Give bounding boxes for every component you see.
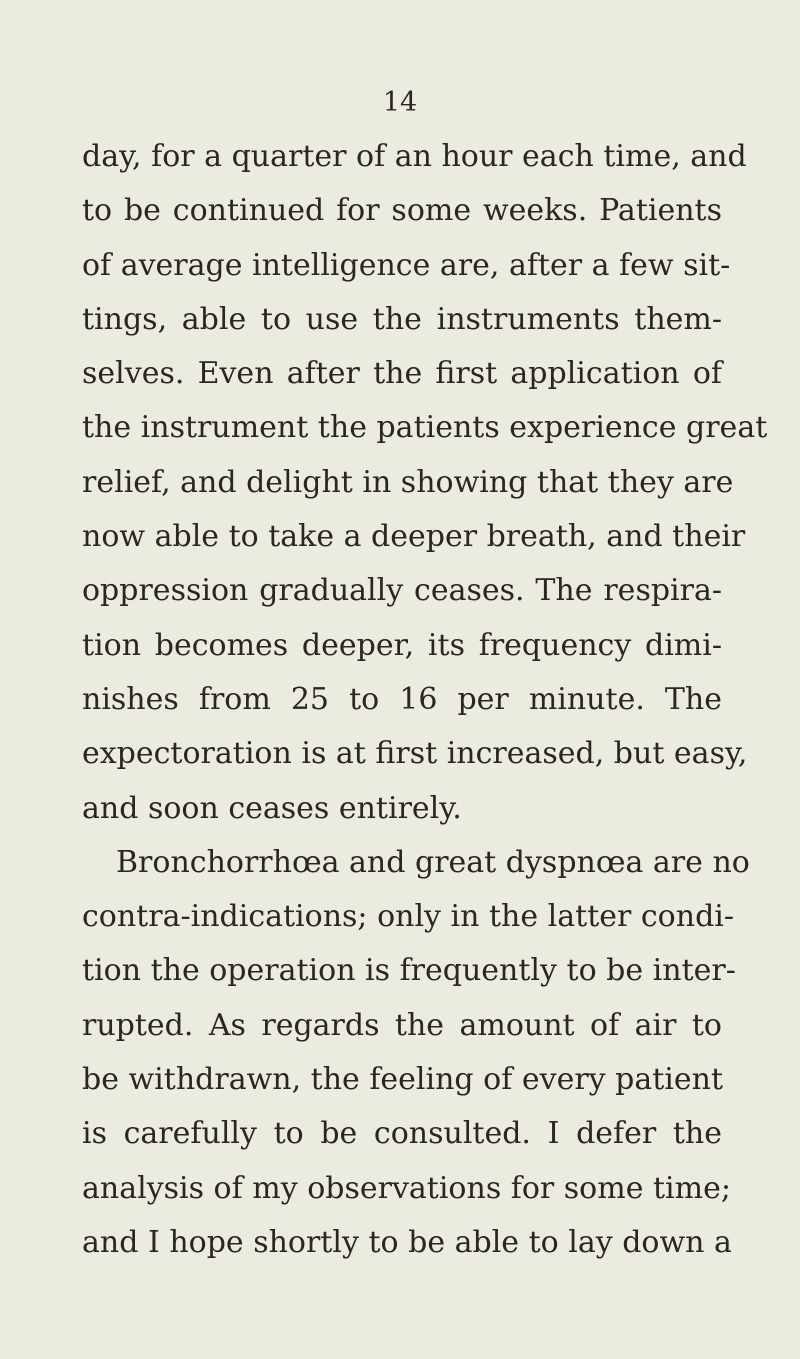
text-line: tion the operation is frequently to be inter- — [82, 953, 736, 989]
text-line: be withdrawn, the feeling of every patient — [82, 1062, 724, 1098]
body-text — [82, 130, 768, 1270]
text-line: analysis of my observations for some time; — [82, 1170, 731, 1206]
text-line: oppression gradually ceases. The respira- — [82, 573, 722, 609]
text-line: is carefully to be consulted. I defer the — [82, 1116, 722, 1152]
paragraph-end-line: and soon ceases entirely. — [82, 790, 462, 826]
text-line: rupted. As regards the amount of air to — [82, 1007, 722, 1043]
text-line: selves. Even after the first application of — [82, 356, 722, 392]
text-line: tings, able to use the instruments them- — [82, 301, 722, 337]
text-line: and I hope shortly to be able to lay down a — [82, 1224, 732, 1260]
text-line: tion becomes deeper, its frequency dimi- — [82, 627, 722, 663]
text-line: day, for a quarter of an hour each time, and — [82, 139, 747, 174]
text-line: of average intelligence are, after a few sit- — [82, 247, 731, 283]
text-line: to be continued for some weeks. Patients — [82, 193, 722, 229]
text-line: nishes from 25 to 16 per minute. The — [82, 681, 722, 717]
text-line: expectoration is at first increased, but easy, — [82, 736, 748, 772]
page-number: 14 — [382, 87, 418, 118]
paragraph-start-line: Bronchorrhœa and great dyspnœa are no — [116, 844, 750, 880]
text-line: now able to take a deeper breath, and their — [82, 519, 746, 555]
text-line: contra-indications; only in the latter condi- — [82, 899, 735, 935]
text-line: relief, and delight in showing that they are — [82, 464, 734, 500]
text-line: the instrument the patients experience great — [82, 410, 768, 446]
